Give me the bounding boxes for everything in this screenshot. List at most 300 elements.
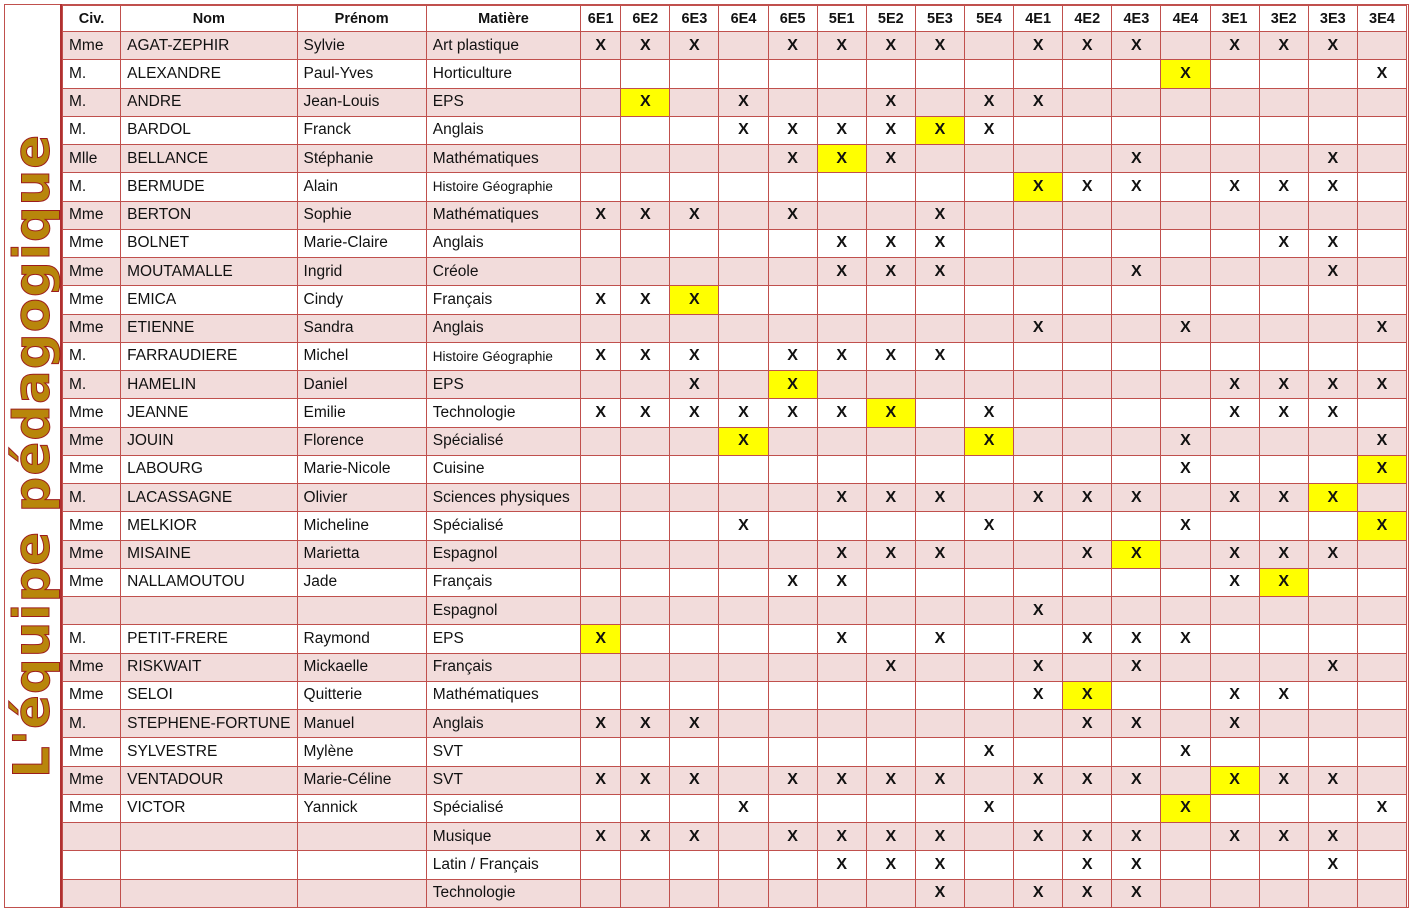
- mark-cell-5e2: X: [866, 116, 915, 144]
- mark-cell-4e3: X: [1112, 851, 1161, 879]
- mark-cell-4e1: [1014, 371, 1063, 399]
- mark-cell-4e3: X: [1112, 32, 1161, 60]
- side-title: [4, 4, 62, 908]
- cell-civ: Mme: [63, 681, 121, 709]
- mark-cell-4e1: X: [1014, 597, 1063, 625]
- mark-cell-4e2: [1063, 145, 1112, 173]
- mark-cell-5e2: X: [866, 32, 915, 60]
- table-row: [63, 173, 1407, 201]
- mark-cell-5e3: [915, 314, 964, 342]
- mark-cell-5e1: [817, 455, 866, 483]
- table-row: [63, 794, 1407, 822]
- mark-cell-4e2: [1063, 512, 1112, 540]
- mark-cell-3e3: [1308, 625, 1357, 653]
- mark-cell-6e5: [768, 173, 817, 201]
- mark-cell-4e2: X: [1063, 625, 1112, 653]
- mark-cell-5e2: X: [866, 145, 915, 173]
- mark-cell-4e3: X: [1112, 540, 1161, 568]
- mark-cell-6e4: [719, 314, 768, 342]
- mark-cell-6e1: [581, 116, 621, 144]
- mark-cell-6e3: X: [670, 201, 719, 229]
- table-row: [63, 540, 1407, 568]
- mark-cell-4e3: X: [1112, 823, 1161, 851]
- cell-matiere: Latin / Français: [426, 851, 580, 879]
- cell-nom: PETIT-FRERE: [121, 625, 297, 653]
- mark-cell-3e2: [1259, 342, 1308, 370]
- mark-cell-4e1: [1014, 455, 1063, 483]
- mark-cell-5e4: [964, 823, 1013, 851]
- mark-cell-6e4: X: [719, 794, 768, 822]
- mark-cell-6e2: [621, 455, 670, 483]
- mark-cell-6e4: [719, 879, 768, 908]
- mark-cell-5e3: X: [915, 540, 964, 568]
- mark-cell-6e1: [581, 681, 621, 709]
- mark-cell-6e1: [581, 229, 621, 257]
- mark-cell-6e2: [621, 173, 670, 201]
- mark-cell-3e3: [1308, 597, 1357, 625]
- mark-cell-3e4: [1357, 342, 1406, 370]
- mark-cell-6e3: [670, 540, 719, 568]
- cell-matiere: Anglais: [426, 314, 580, 342]
- mark-cell-6e2: [621, 653, 670, 681]
- mark-cell-4e3: [1112, 88, 1161, 116]
- mark-cell-4e2: X: [1063, 879, 1112, 908]
- mark-cell-5e1: [817, 794, 866, 822]
- mark-cell-5e4: [964, 681, 1013, 709]
- mark-cell-3e1: [1210, 879, 1259, 908]
- mark-cell-4e1: [1014, 145, 1063, 173]
- mark-cell-5e1: X: [817, 823, 866, 851]
- cell-prenom: Daniel: [297, 371, 426, 399]
- table-row: [63, 455, 1407, 483]
- mark-cell-4e3: X: [1112, 653, 1161, 681]
- mark-cell-5e4: [964, 625, 1013, 653]
- mark-cell-5e3: X: [915, 766, 964, 794]
- mark-cell-5e2: [866, 710, 915, 738]
- cell-civ: Mme: [63, 653, 121, 681]
- table-row: [63, 681, 1407, 709]
- mark-cell-3e2: [1259, 455, 1308, 483]
- mark-cell-5e1: [817, 88, 866, 116]
- header-class: 6E5: [768, 6, 817, 32]
- mark-cell-3e2: X: [1259, 540, 1308, 568]
- mark-cell-3e3: X: [1308, 823, 1357, 851]
- cell-civ: Mme: [63, 427, 121, 455]
- mark-cell-4e2: X: [1063, 710, 1112, 738]
- mark-cell-6e5: [768, 597, 817, 625]
- mark-cell-6e5: [768, 484, 817, 512]
- mark-cell-6e2: [621, 568, 670, 596]
- mark-cell-5e4: [964, 879, 1013, 908]
- mark-cell-6e5: [768, 738, 817, 766]
- mark-cell-4e4: [1161, 568, 1210, 596]
- cell-nom: MOUTAMALLE: [121, 258, 297, 286]
- mark-cell-6e4: X: [719, 88, 768, 116]
- mark-cell-3e3: [1308, 427, 1357, 455]
- table-row: [63, 88, 1407, 116]
- cell-matiere: EPS: [426, 88, 580, 116]
- mark-cell-6e1: [581, 512, 621, 540]
- cell-nom: [121, 597, 297, 625]
- mark-cell-4e2: [1063, 258, 1112, 286]
- cell-civ: M.: [63, 88, 121, 116]
- mark-cell-6e5: [768, 681, 817, 709]
- mark-cell-4e2: X: [1063, 32, 1112, 60]
- mark-cell-4e2: X: [1063, 681, 1112, 709]
- mark-cell-3e2: X: [1259, 766, 1308, 794]
- mark-cell-3e1: X: [1210, 484, 1259, 512]
- mark-cell-4e2: [1063, 60, 1112, 88]
- mark-cell-5e1: [817, 681, 866, 709]
- mark-cell-3e2: [1259, 738, 1308, 766]
- mark-cell-5e4: [964, 145, 1013, 173]
- cell-civ: M.: [63, 342, 121, 370]
- cell-matiere: Art plastique: [426, 32, 580, 60]
- mark-cell-6e2: X: [621, 399, 670, 427]
- mark-cell-5e3: [915, 597, 964, 625]
- mark-cell-3e4: X: [1357, 60, 1406, 88]
- mark-cell-3e1: X: [1210, 568, 1259, 596]
- header-class: 5E2: [866, 6, 915, 32]
- mark-cell-6e2: X: [621, 88, 670, 116]
- mark-cell-3e2: [1259, 427, 1308, 455]
- mark-cell-4e4: X: [1161, 314, 1210, 342]
- cell-prenom: Mickaelle: [297, 653, 426, 681]
- mark-cell-4e1: [1014, 116, 1063, 144]
- cell-civ: Mme: [63, 201, 121, 229]
- table-row: [63, 766, 1407, 794]
- table-row: [63, 484, 1407, 512]
- mark-cell-6e4: [719, 766, 768, 794]
- mark-cell-4e4: [1161, 540, 1210, 568]
- cell-nom: JOUIN: [121, 427, 297, 455]
- mark-cell-5e4: X: [964, 794, 1013, 822]
- mark-cell-5e2: [866, 371, 915, 399]
- mark-cell-3e1: X: [1210, 710, 1259, 738]
- mark-cell-3e3: [1308, 342, 1357, 370]
- table-row: [63, 32, 1407, 60]
- mark-cell-5e3: X: [915, 229, 964, 257]
- mark-cell-6e1: X: [581, 399, 621, 427]
- mark-cell-5e1: X: [817, 116, 866, 144]
- mark-cell-5e3: X: [915, 823, 964, 851]
- mark-cell-5e1: [817, 710, 866, 738]
- cell-nom: MELKIOR: [121, 512, 297, 540]
- mark-cell-5e1: [817, 60, 866, 88]
- mark-cell-3e2: [1259, 60, 1308, 88]
- mark-cell-4e2: [1063, 427, 1112, 455]
- mark-cell-6e2: [621, 314, 670, 342]
- cell-prenom: Stéphanie: [297, 145, 426, 173]
- mark-cell-5e2: [866, 879, 915, 908]
- mark-cell-4e4: X: [1161, 738, 1210, 766]
- mark-cell-4e2: [1063, 286, 1112, 314]
- mark-cell-6e5: X: [768, 823, 817, 851]
- mark-cell-4e4: [1161, 399, 1210, 427]
- mark-cell-6e4: [719, 32, 768, 60]
- mark-cell-3e4: [1357, 229, 1406, 257]
- mark-cell-5e2: [866, 597, 915, 625]
- table-row: [63, 229, 1407, 257]
- mark-cell-5e4: [964, 484, 1013, 512]
- cell-matiere: SVT: [426, 766, 580, 794]
- mark-cell-5e1: [817, 597, 866, 625]
- cell-nom: EMICA: [121, 286, 297, 314]
- mark-cell-4e1: [1014, 60, 1063, 88]
- cell-nom: BARDOL: [121, 116, 297, 144]
- cell-matiere: SVT: [426, 738, 580, 766]
- cell-civ: Mme: [63, 32, 121, 60]
- mark-cell-6e5: [768, 625, 817, 653]
- mark-cell-5e2: [866, 512, 915, 540]
- mark-cell-5e2: X: [866, 229, 915, 257]
- mark-cell-6e3: [670, 597, 719, 625]
- cell-civ: M.: [63, 710, 121, 738]
- header-class: 4E1: [1014, 6, 1063, 32]
- mark-cell-6e2: [621, 512, 670, 540]
- mark-cell-5e1: X: [817, 540, 866, 568]
- mark-cell-3e4: [1357, 710, 1406, 738]
- mark-cell-6e2: [621, 879, 670, 908]
- mark-cell-6e4: [719, 851, 768, 879]
- mark-cell-3e3: X: [1308, 484, 1357, 512]
- mark-cell-6e3: [670, 625, 719, 653]
- mark-cell-3e1: [1210, 88, 1259, 116]
- mark-cell-3e3: [1308, 60, 1357, 88]
- mark-cell-6e3: [670, 229, 719, 257]
- mark-cell-5e2: X: [866, 823, 915, 851]
- cell-civ: Mme: [63, 568, 121, 596]
- mark-cell-3e2: X: [1259, 399, 1308, 427]
- mark-cell-5e2: [866, 173, 915, 201]
- cell-prenom: Raymond: [297, 625, 426, 653]
- mark-cell-5e2: X: [866, 399, 915, 427]
- mark-cell-3e1: [1210, 286, 1259, 314]
- mark-cell-3e1: X: [1210, 173, 1259, 201]
- cell-nom: NALLAMOUTOU: [121, 568, 297, 596]
- mark-cell-6e2: [621, 738, 670, 766]
- mark-cell-4e3: [1112, 427, 1161, 455]
- mark-cell-3e4: [1357, 145, 1406, 173]
- mark-cell-3e4: [1357, 568, 1406, 596]
- mark-cell-5e3: [915, 427, 964, 455]
- mark-cell-5e2: X: [866, 484, 915, 512]
- mark-cell-3e4: X: [1357, 314, 1406, 342]
- mark-cell-3e3: X: [1308, 653, 1357, 681]
- mark-cell-6e5: X: [768, 201, 817, 229]
- mark-cell-6e1: [581, 851, 621, 879]
- mark-cell-6e4: [719, 597, 768, 625]
- mark-cell-5e3: X: [915, 116, 964, 144]
- mark-cell-3e2: [1259, 314, 1308, 342]
- cell-nom: BERTON: [121, 201, 297, 229]
- cell-nom: JEANNE: [121, 399, 297, 427]
- mark-cell-4e3: X: [1112, 879, 1161, 908]
- mark-cell-3e4: [1357, 540, 1406, 568]
- mark-cell-3e3: X: [1308, 851, 1357, 879]
- mark-cell-6e5: [768, 60, 817, 88]
- mark-cell-3e4: [1357, 88, 1406, 116]
- header-class: 5E3: [915, 6, 964, 32]
- mark-cell-6e3: [670, 653, 719, 681]
- mark-cell-3e1: [1210, 229, 1259, 257]
- mark-cell-3e1: [1210, 851, 1259, 879]
- mark-cell-3e2: X: [1259, 484, 1308, 512]
- mark-cell-4e3: X: [1112, 766, 1161, 794]
- cell-prenom: Cindy: [297, 286, 426, 314]
- mark-cell-4e1: X: [1014, 823, 1063, 851]
- mark-cell-4e4: X: [1161, 625, 1210, 653]
- cell-nom: LABOURG: [121, 455, 297, 483]
- mark-cell-6e4: X: [719, 512, 768, 540]
- mark-cell-4e1: X: [1014, 879, 1063, 908]
- mark-cell-5e1: X: [817, 145, 866, 173]
- cell-nom: [121, 851, 297, 879]
- mark-cell-4e1: [1014, 286, 1063, 314]
- mark-cell-6e2: [621, 427, 670, 455]
- mark-cell-4e2: [1063, 597, 1112, 625]
- mark-cell-4e4: [1161, 681, 1210, 709]
- mark-cell-5e4: X: [964, 399, 1013, 427]
- mark-cell-3e1: X: [1210, 766, 1259, 794]
- mark-cell-3e2: X: [1259, 32, 1308, 60]
- mark-cell-5e1: [817, 286, 866, 314]
- mark-cell-6e1: X: [581, 625, 621, 653]
- mark-cell-5e3: [915, 455, 964, 483]
- cell-civ: M.: [63, 60, 121, 88]
- mark-cell-6e1: [581, 60, 621, 88]
- cell-prenom: Marie-Céline: [297, 766, 426, 794]
- mark-cell-5e4: [964, 286, 1013, 314]
- header-class: 3E2: [1259, 6, 1308, 32]
- mark-cell-3e3: [1308, 201, 1357, 229]
- mark-cell-4e1: [1014, 568, 1063, 596]
- mark-cell-3e4: [1357, 484, 1406, 512]
- mark-cell-6e5: X: [768, 371, 817, 399]
- mark-cell-3e3: [1308, 738, 1357, 766]
- mark-cell-4e4: [1161, 286, 1210, 314]
- mark-cell-6e2: [621, 851, 670, 879]
- mark-cell-6e1: [581, 540, 621, 568]
- mark-cell-5e1: X: [817, 342, 866, 370]
- mark-cell-5e1: X: [817, 484, 866, 512]
- mark-cell-3e1: [1210, 512, 1259, 540]
- mark-cell-6e5: X: [768, 116, 817, 144]
- mark-cell-5e1: X: [817, 625, 866, 653]
- mark-cell-6e3: [670, 738, 719, 766]
- mark-cell-5e2: X: [866, 540, 915, 568]
- mark-cell-6e3: [670, 60, 719, 88]
- mark-cell-4e4: [1161, 597, 1210, 625]
- mark-cell-6e3: X: [670, 766, 719, 794]
- mark-cell-5e1: X: [817, 258, 866, 286]
- mark-cell-5e1: [817, 653, 866, 681]
- mark-cell-4e3: X: [1112, 710, 1161, 738]
- cell-prenom: Quitterie: [297, 681, 426, 709]
- mark-cell-6e3: [670, 681, 719, 709]
- mark-cell-5e4: [964, 32, 1013, 60]
- mark-cell-5e3: X: [915, 851, 964, 879]
- table-row: [63, 597, 1407, 625]
- mark-cell-6e4: [719, 371, 768, 399]
- mark-cell-3e3: X: [1308, 32, 1357, 60]
- mark-cell-4e4: [1161, 258, 1210, 286]
- mark-cell-3e2: X: [1259, 173, 1308, 201]
- mark-cell-6e3: [670, 116, 719, 144]
- cell-nom: FARRAUDIERE: [121, 342, 297, 370]
- cell-matiere: Horticulture: [426, 60, 580, 88]
- mark-cell-3e3: [1308, 314, 1357, 342]
- mark-cell-4e1: [1014, 794, 1063, 822]
- table-row: [63, 710, 1407, 738]
- mark-cell-6e5: X: [768, 32, 817, 60]
- mark-cell-6e3: [670, 173, 719, 201]
- mark-cell-3e2: [1259, 258, 1308, 286]
- cell-matiere: Français: [426, 568, 580, 596]
- table-row: [63, 851, 1407, 879]
- mark-cell-3e1: X: [1210, 540, 1259, 568]
- table-row: [63, 512, 1407, 540]
- mark-cell-3e1: [1210, 258, 1259, 286]
- mark-cell-6e3: [670, 258, 719, 286]
- mark-cell-4e1: [1014, 258, 1063, 286]
- cell-prenom: [297, 879, 426, 908]
- cell-matiere: EPS: [426, 371, 580, 399]
- mark-cell-3e4: [1357, 823, 1406, 851]
- mark-cell-4e2: [1063, 455, 1112, 483]
- cell-matiere: Cuisine: [426, 455, 580, 483]
- table-row: [63, 371, 1407, 399]
- header-class: 5E1: [817, 6, 866, 32]
- cell-matiere: Musique: [426, 823, 580, 851]
- cell-civ: Mme: [63, 399, 121, 427]
- mark-cell-4e2: [1063, 314, 1112, 342]
- mark-cell-5e4: X: [964, 512, 1013, 540]
- cell-civ: M.: [63, 371, 121, 399]
- mark-cell-5e2: [866, 314, 915, 342]
- cell-nom: ALEXANDRE: [121, 60, 297, 88]
- mark-cell-3e4: [1357, 653, 1406, 681]
- mark-cell-4e4: X: [1161, 60, 1210, 88]
- mark-cell-6e2: [621, 258, 670, 286]
- mark-cell-3e2: [1259, 625, 1308, 653]
- cell-civ: Mme: [63, 229, 121, 257]
- mark-cell-5e3: [915, 738, 964, 766]
- mark-cell-5e2: X: [866, 851, 915, 879]
- mark-cell-6e4: [719, 286, 768, 314]
- mark-cell-4e3: [1112, 512, 1161, 540]
- cell-civ: [63, 597, 121, 625]
- mark-cell-5e2: [866, 738, 915, 766]
- mark-cell-6e2: [621, 484, 670, 512]
- mark-cell-6e5: [768, 512, 817, 540]
- mark-cell-5e4: [964, 710, 1013, 738]
- cell-civ: [63, 879, 121, 908]
- mark-cell-5e4: [964, 201, 1013, 229]
- mark-cell-5e3: X: [915, 201, 964, 229]
- cell-matiere: Technologie: [426, 399, 580, 427]
- mark-cell-5e3: [915, 568, 964, 596]
- cell-civ: Mme: [63, 540, 121, 568]
- cell-matiere: Histoire Géographie: [426, 173, 580, 201]
- mark-cell-4e2: X: [1063, 823, 1112, 851]
- table-row: [63, 286, 1407, 314]
- mark-cell-4e2: X: [1063, 851, 1112, 879]
- mark-cell-3e3: [1308, 681, 1357, 709]
- mark-cell-4e3: [1112, 201, 1161, 229]
- cell-prenom: Jade: [297, 568, 426, 596]
- mark-cell-3e2: [1259, 879, 1308, 908]
